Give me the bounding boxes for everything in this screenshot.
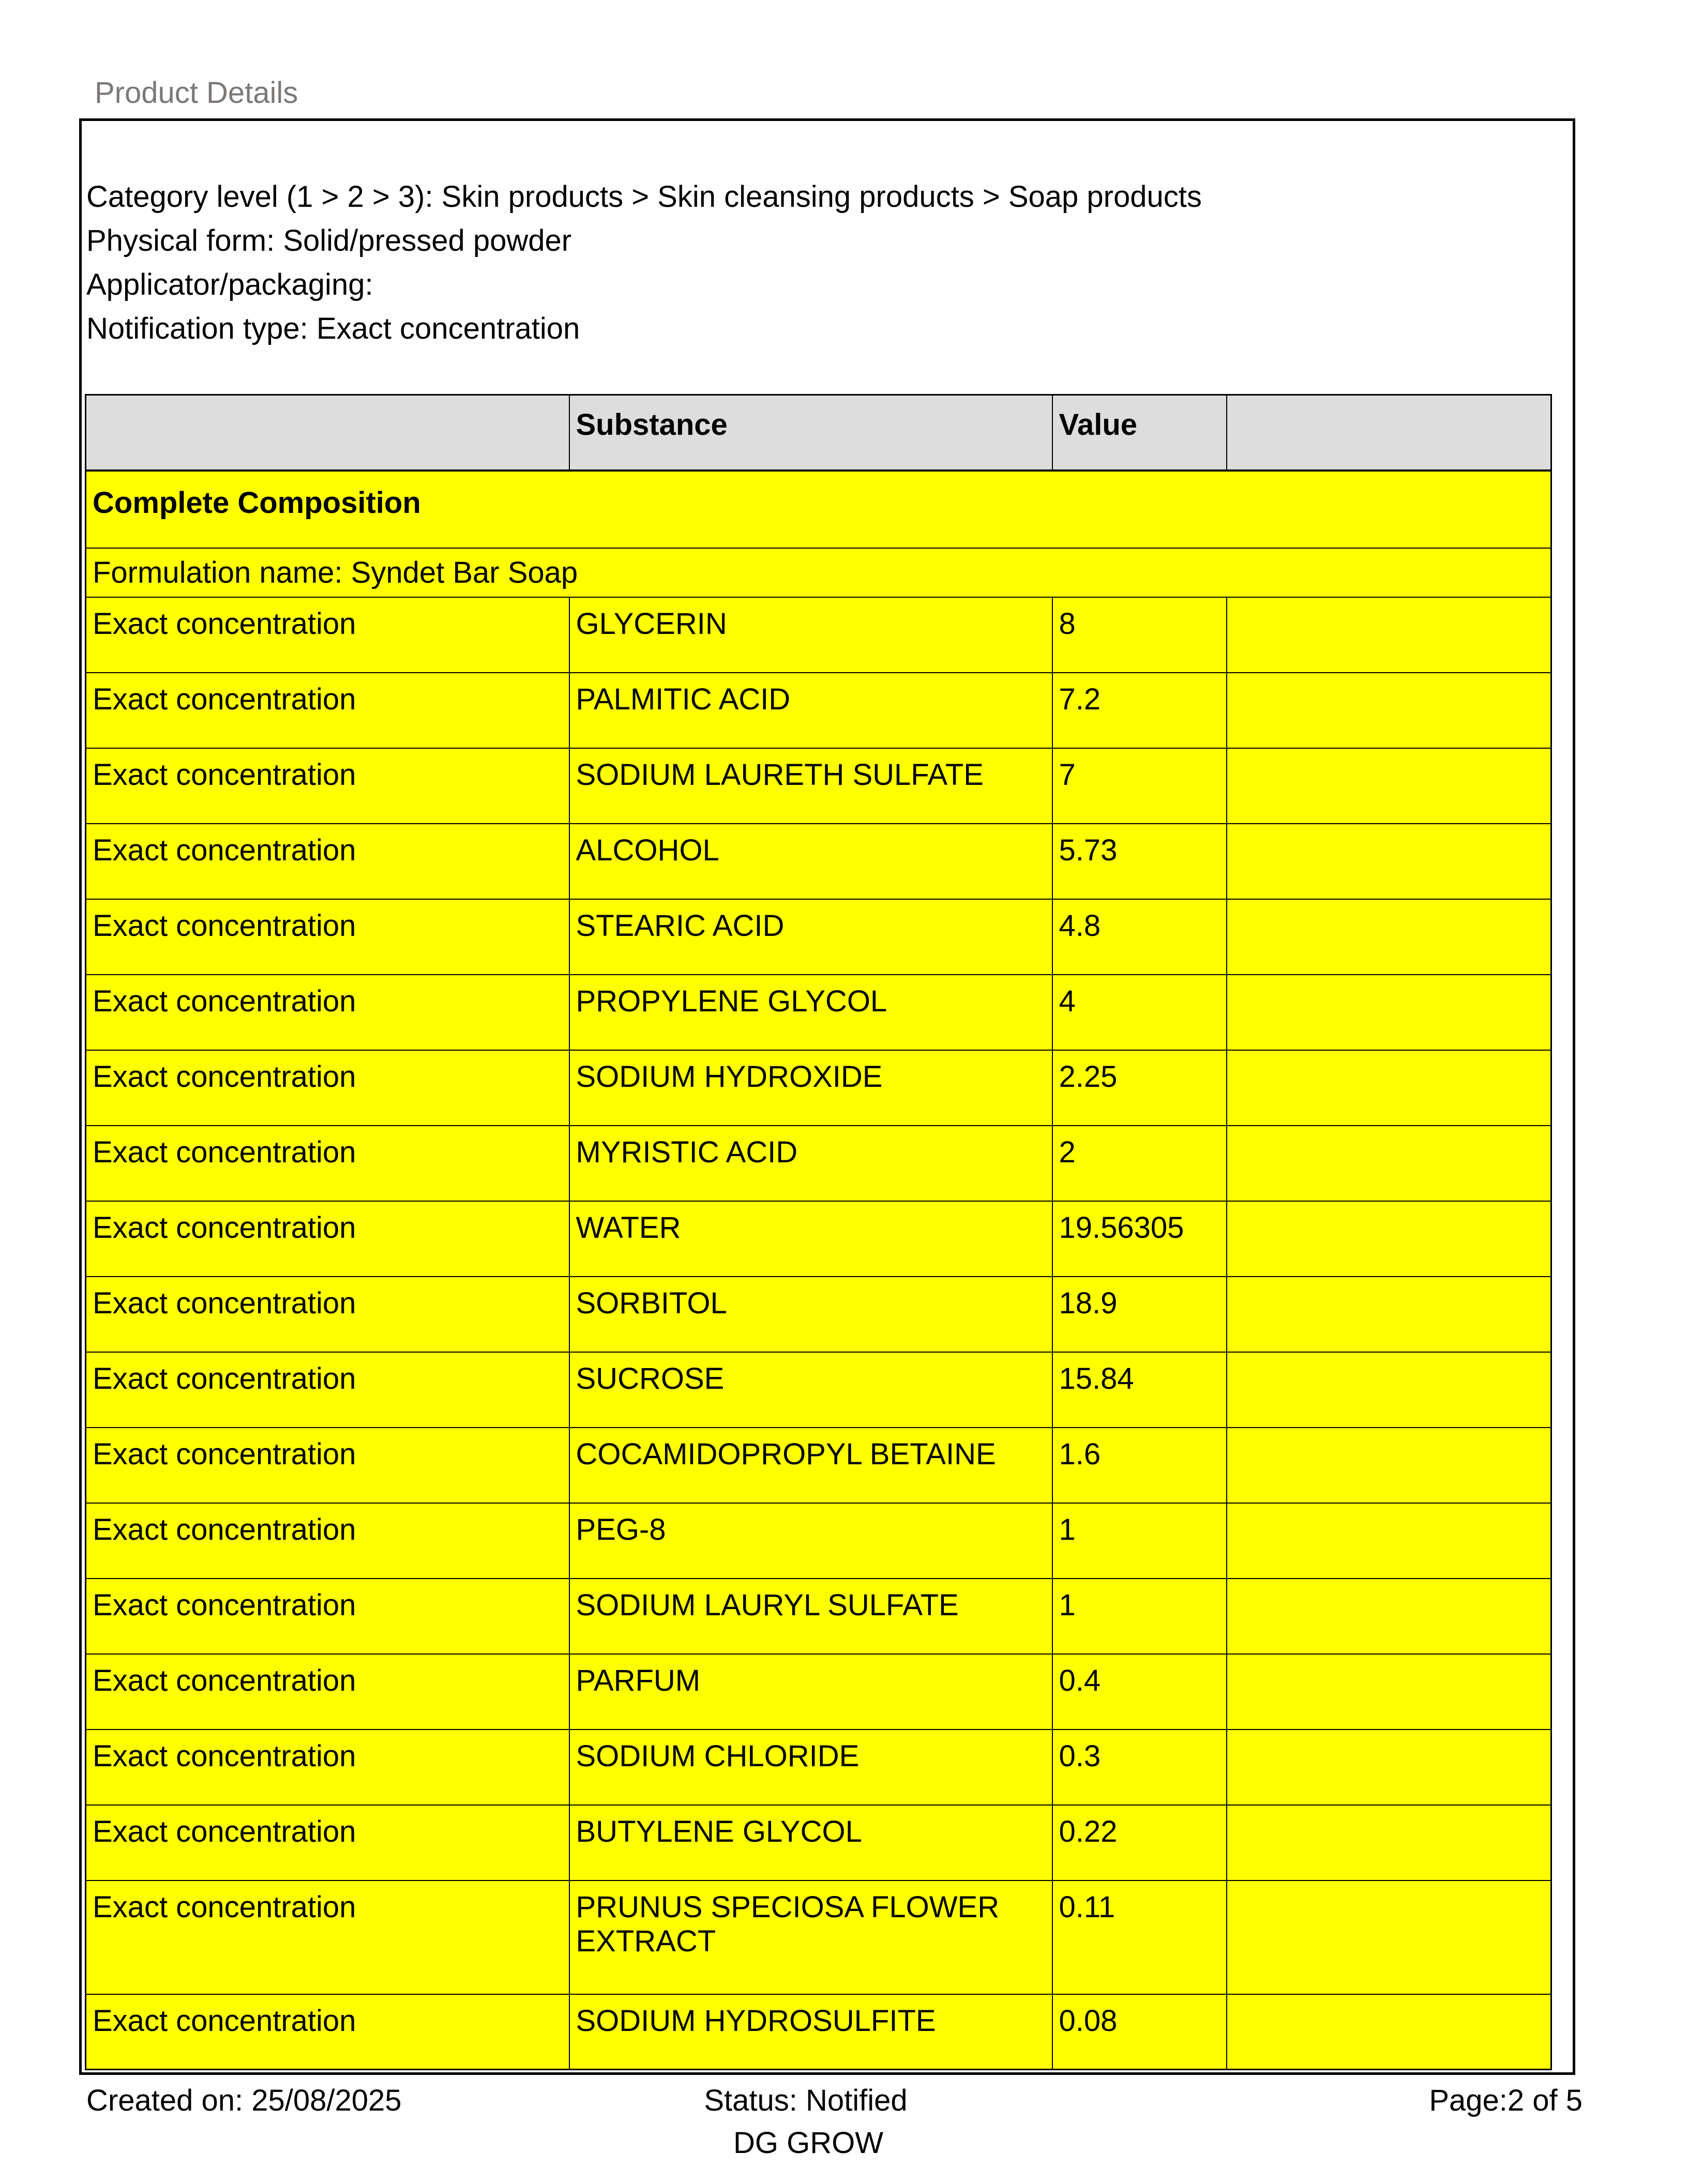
composition-row <box>86 899 1551 975</box>
substance-cell: COCAMIDOPROPYL BETAINE <box>569 1428 1052 1503</box>
composition-row <box>86 975 1551 1050</box>
section-title-row <box>86 471 1551 548</box>
substance-cell: SODIUM HYDROSULFITE <box>569 1994 1052 2070</box>
row-type-cell: Exact concentration <box>86 1730 569 1805</box>
row-type-cell: Exact concentration <box>86 1579 569 1654</box>
empty-cell <box>1227 975 1551 1050</box>
substance-cell: SODIUM LAURYL SULFATE <box>569 1579 1052 1654</box>
formulation-name-row <box>86 548 1551 597</box>
value-cell: 0.22 <box>1052 1805 1227 1880</box>
empty-cell <box>1227 1730 1551 1805</box>
value-cell: 8 <box>1052 597 1227 673</box>
composition-row <box>86 1654 1551 1730</box>
value-cell: 7 <box>1052 748 1227 824</box>
row-type-cell: Exact concentration <box>86 673 569 748</box>
substance-cell: SORBITOL <box>569 1277 1052 1352</box>
row-type-cell: Exact concentration <box>86 1805 569 1880</box>
row-type-cell: Exact concentration <box>86 1994 569 2070</box>
substance-cell: SUCROSE <box>569 1352 1052 1428</box>
empty-cell <box>1227 1994 1551 2070</box>
product-details-box <box>79 118 1575 2075</box>
row-type-cell: Exact concentration <box>86 899 569 975</box>
composition-table <box>85 394 1552 2070</box>
empty-cell <box>1227 1352 1551 1428</box>
row-type-cell: Exact concentration <box>86 748 569 824</box>
header-cell-value: Value <box>1052 395 1227 471</box>
composition-row <box>86 1994 1551 2070</box>
empty-cell <box>1227 1805 1551 1880</box>
row-type-cell: Exact concentration <box>86 1503 569 1579</box>
substance-cell: SODIUM HYDROXIDE <box>569 1050 1052 1126</box>
empty-cell <box>1227 1579 1551 1654</box>
value-cell: 1 <box>1052 1579 1227 1654</box>
value-cell: 1 <box>1052 1503 1227 1579</box>
composition-row <box>86 1503 1551 1579</box>
empty-cell <box>1227 899 1551 975</box>
footer-org: DG GROW <box>733 2126 883 2160</box>
header-cell-empty-right <box>1227 395 1551 471</box>
empty-cell <box>1227 1880 1551 1994</box>
empty-cell <box>1227 824 1551 899</box>
value-cell: 2 <box>1052 1126 1227 1201</box>
substance-cell: PROPYLENE GLYCOL <box>569 975 1052 1050</box>
composition-row <box>86 1050 1551 1126</box>
footer-created-on: Created on: 25/08/2025 <box>86 2084 402 2117</box>
row-type-cell: Exact concentration <box>86 824 569 899</box>
value-cell: 18.9 <box>1052 1277 1227 1352</box>
composition-row <box>86 1880 1551 1994</box>
composition-row <box>86 1730 1551 1805</box>
substance-cell: ALCOHOL <box>569 824 1052 899</box>
substance-cell: MYRISTIC ACID <box>569 1126 1052 1201</box>
value-cell: 0.11 <box>1052 1880 1227 1994</box>
composition-row <box>86 1352 1551 1428</box>
row-type-cell: Exact concentration <box>86 1201 569 1277</box>
footer-status: Status: Notified <box>704 2084 908 2117</box>
empty-cell <box>1227 1050 1551 1126</box>
section-title-cell: Complete Composition <box>86 471 1551 548</box>
empty-cell <box>1227 1503 1551 1579</box>
row-type-cell: Exact concentration <box>86 1050 569 1126</box>
substance-cell: STEARIC ACID <box>569 899 1052 975</box>
empty-cell <box>1227 1654 1551 1730</box>
row-type-cell: Exact concentration <box>86 975 569 1050</box>
empty-cell <box>1227 1277 1551 1352</box>
info-line-applicator-packaging: Applicator/packaging: <box>86 268 373 301</box>
composition-row <box>86 597 1551 673</box>
substance-cell: GLYCERIN <box>569 597 1052 673</box>
empty-cell <box>1227 1201 1551 1277</box>
info-line-notification-type: Notification type: Exact concentration <box>86 312 580 345</box>
composition-table-body <box>86 471 1551 2070</box>
substance-cell: SODIUM CHLORIDE <box>569 1730 1052 1805</box>
footer-page-number: Page:2 of 5 <box>1429 2084 1583 2117</box>
value-cell: 5.73 <box>1052 824 1227 899</box>
row-type-cell: Exact concentration <box>86 1428 569 1503</box>
substance-cell: PARFUM <box>569 1654 1052 1730</box>
value-cell: 15.84 <box>1052 1352 1227 1428</box>
header-cell-empty-left <box>86 395 569 471</box>
composition-row <box>86 1277 1551 1352</box>
composition-row <box>86 673 1551 748</box>
empty-cell <box>1227 597 1551 673</box>
header-cell-substance: Substance <box>569 395 1052 471</box>
info-line-category-level: Category level (1 > 2 > 3): Skin products > Skin cleansing products > Soap products <box>86 180 1202 214</box>
empty-cell <box>1227 1126 1551 1201</box>
value-cell: 0.08 <box>1052 1994 1227 2070</box>
composition-row <box>86 824 1551 899</box>
row-type-cell: Exact concentration <box>86 1352 569 1428</box>
product-info-block <box>86 175 1202 351</box>
row-type-cell: Exact concentration <box>86 1880 569 1994</box>
value-cell: 4.8 <box>1052 899 1227 975</box>
substance-cell: SODIUM LAURETH SULFATE <box>569 748 1052 824</box>
composition-row <box>86 1579 1551 1654</box>
value-cell: 0.3 <box>1052 1730 1227 1805</box>
substance-cell: WATER <box>569 1201 1052 1277</box>
value-cell: 7.2 <box>1052 673 1227 748</box>
composition-row <box>86 1805 1551 1880</box>
composition-row <box>86 1201 1551 1277</box>
row-type-cell: Exact concentration <box>86 597 569 673</box>
empty-cell <box>1227 1428 1551 1503</box>
composition-row <box>86 1428 1551 1503</box>
row-type-cell: Exact concentration <box>86 1126 569 1201</box>
substance-cell: BUTYLENE GLYCOL <box>569 1805 1052 1880</box>
value-cell: 1.6 <box>1052 1428 1227 1503</box>
row-type-cell: Exact concentration <box>86 1277 569 1352</box>
value-cell: 19.56305 <box>1052 1201 1227 1277</box>
substance-cell: PALMITIC ACID <box>569 673 1052 748</box>
composition-row <box>86 748 1551 824</box>
table-header-row <box>86 395 1551 471</box>
page-title: Product Details <box>95 76 298 110</box>
info-line-physical-form: Physical form: Solid/pressed powder <box>86 224 572 257</box>
row-type-cell: Exact concentration <box>86 1654 569 1730</box>
empty-cell <box>1227 673 1551 748</box>
value-cell: 2.25 <box>1052 1050 1227 1126</box>
formulation-name-cell: Formulation name: Syndet Bar Soap <box>86 548 1551 597</box>
substance-cell: PRUNUS SPECIOSA FLOWER EXTRACT <box>569 1880 1052 1994</box>
composition-row <box>86 1126 1551 1201</box>
substance-cell: PEG-8 <box>569 1503 1052 1579</box>
empty-cell <box>1227 748 1551 824</box>
value-cell: 0.4 <box>1052 1654 1227 1730</box>
value-cell: 4 <box>1052 975 1227 1050</box>
